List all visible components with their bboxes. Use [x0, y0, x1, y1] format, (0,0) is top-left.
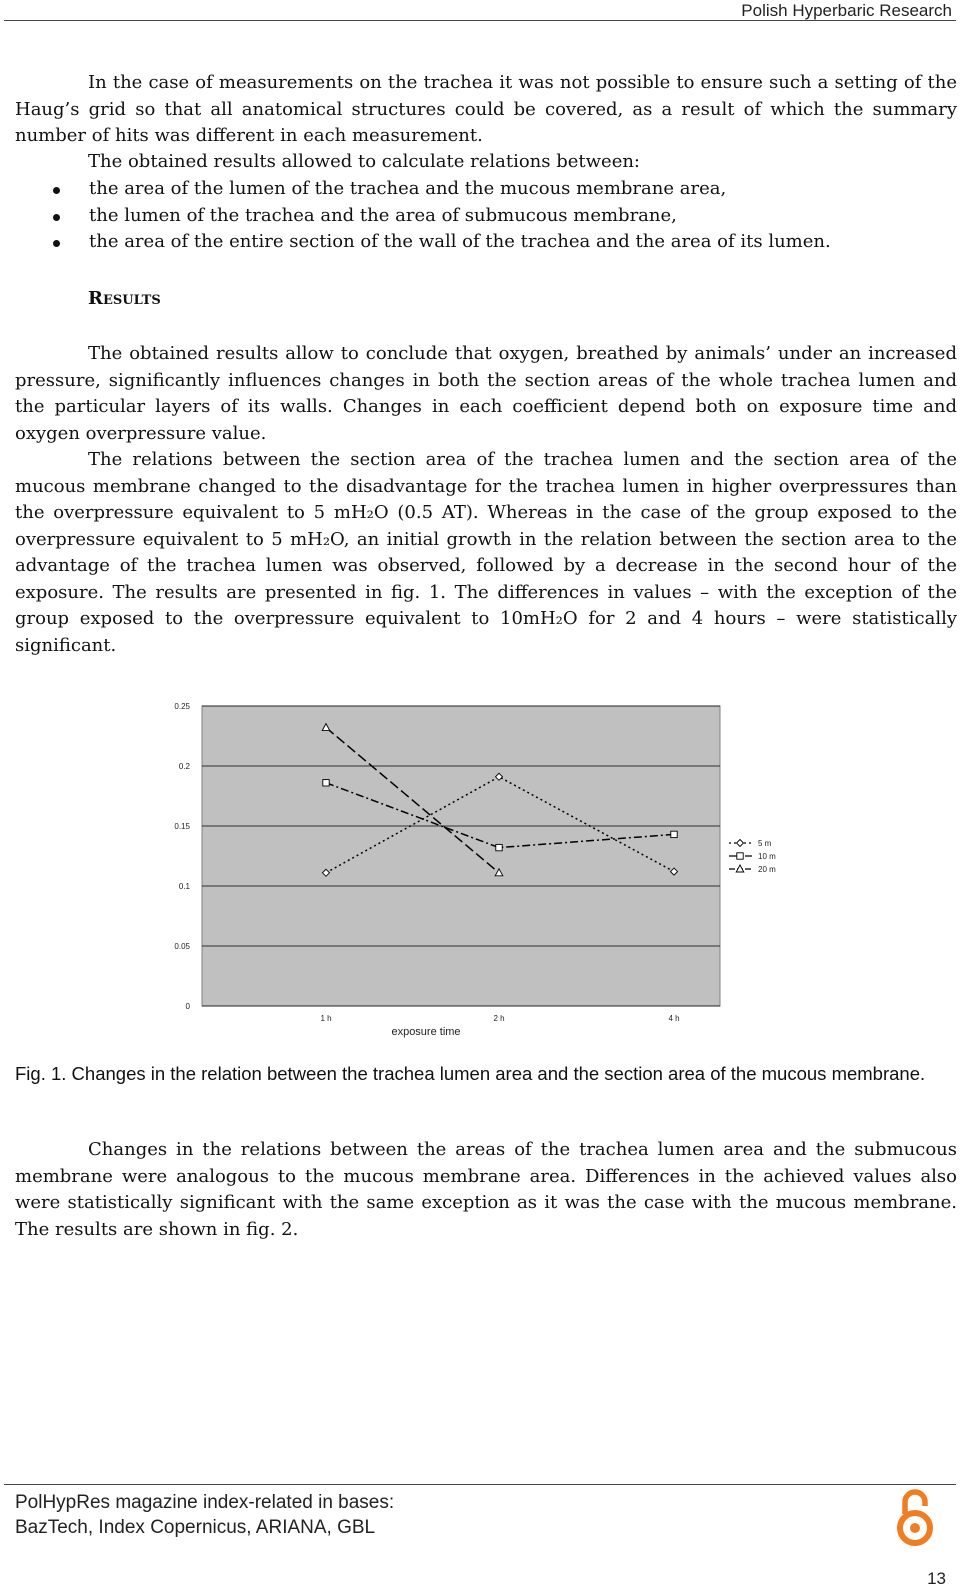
legend-marker-10-m — [737, 853, 743, 859]
page-header — [0, 0, 960, 20]
chart-svg — [160, 696, 790, 1041]
x-tick-label: 4 h — [668, 1014, 680, 1023]
section-heading-results: Results — [88, 288, 161, 309]
y-tick-label: 0 — [185, 1002, 190, 1011]
header-rule — [4, 20, 956, 21]
footer-line-1: PolHypRes magazine index-related in bases: — [15, 1492, 395, 1513]
legend-label: 10 m — [758, 852, 776, 861]
footer-rule — [4, 1484, 956, 1485]
x-tick-label: 2 h — [493, 1014, 505, 1023]
lock-keyhole — [910, 1523, 920, 1533]
paragraph-3: The obtained results allow to conclude that oxygen, breathed by animals’ under an increased pressure, significantly influences changes in both the section areas of the whole trachea lumen and the particular layers of its walls. Changes in each coefficient depend both on exposure time and oxygen overpressure value. — [15, 343, 957, 444]
figure-1-chart — [160, 696, 790, 1041]
y-tick-label: 0.15 — [174, 822, 190, 831]
x-tick-label: 1 h — [320, 1014, 332, 1023]
relations-list — [15, 176, 957, 256]
page-number: 13 — [927, 1569, 946, 1588]
footer-indexing — [15, 1490, 394, 1540]
figure-caption: Fig. 1. Changes in the relation between the trachea lumen area and the section area of the mucous membrane. — [15, 1063, 926, 1084]
data-point-10-m — [671, 831, 677, 837]
y-tick-label: 0.05 — [174, 942, 190, 951]
legend-label: 20 m — [758, 865, 776, 874]
x-axis-label: exposure time — [391, 1026, 461, 1038]
y-tick-label: 0.2 — [178, 762, 190, 771]
list-item: the area of the entire section of the wall of the trachea and the area of its lumen. — [15, 229, 957, 256]
data-point-10-m — [323, 780, 329, 786]
paragraph-5: Changes in the relations between the areas of the trachea lumen area and the submucous membrane were analogous to the mucous membrane area. Differences in the achieved values also were statistically significant with the same exception as it was the case with the mucous membrane. The results are shown in fig. 2. — [15, 1139, 957, 1240]
paragraph-4: The relations between the section area of the trachea lumen and the section area of the mucous membrane changed to the disadvantage for the trachea lumen in higher overpressures than the overpressure equivalent to 5 mH₂O (0.5 AT). Whereas in the case of the group exposed to the overpressure equivalent to 5 mH₂O, an initial growth in the relation between the section area to the advantage of the trachea lumen was observed, followed by a decrease in the second hour of the exposure. The results are presented in fig. 1. The differences in values – with the exception of the group exposed to the overpressure equivalent to 10mH₂O for 2 and 4 hours – were statistically significant. — [15, 449, 957, 656]
footer-line-2: BazTech, Index Copernicus, ARIANA, GBL — [15, 1517, 376, 1538]
list-item: the area of the lumen of the trachea and the mucous membrane area, — [15, 176, 957, 203]
paragraph-1: In the case of measurements on the trachea it was not possible to ensure such a setting of the Haug’s grid so that all anatomical structures could be covered, as a result of which the summary number of hits was different in each measurement. — [15, 72, 957, 146]
y-tick-label: 0.1 — [178, 882, 190, 891]
bullet-icon — [53, 240, 60, 247]
bullet-icon — [53, 214, 60, 221]
paragraph-2: The obtained results allowed to calculate relations between: — [88, 151, 640, 172]
open-access-logo-icon — [893, 1488, 937, 1548]
list-item: the lumen of the trachea and the area of submucous membrane, — [15, 203, 957, 230]
plot-area — [202, 706, 720, 1006]
y-tick-label: 0.25 — [174, 702, 190, 711]
legend-label: 5 m — [758, 839, 772, 848]
data-point-10-m — [496, 844, 502, 850]
bullet-icon — [53, 187, 60, 194]
journal-title: Polish Hyperbaric Research — [741, 1, 952, 20]
